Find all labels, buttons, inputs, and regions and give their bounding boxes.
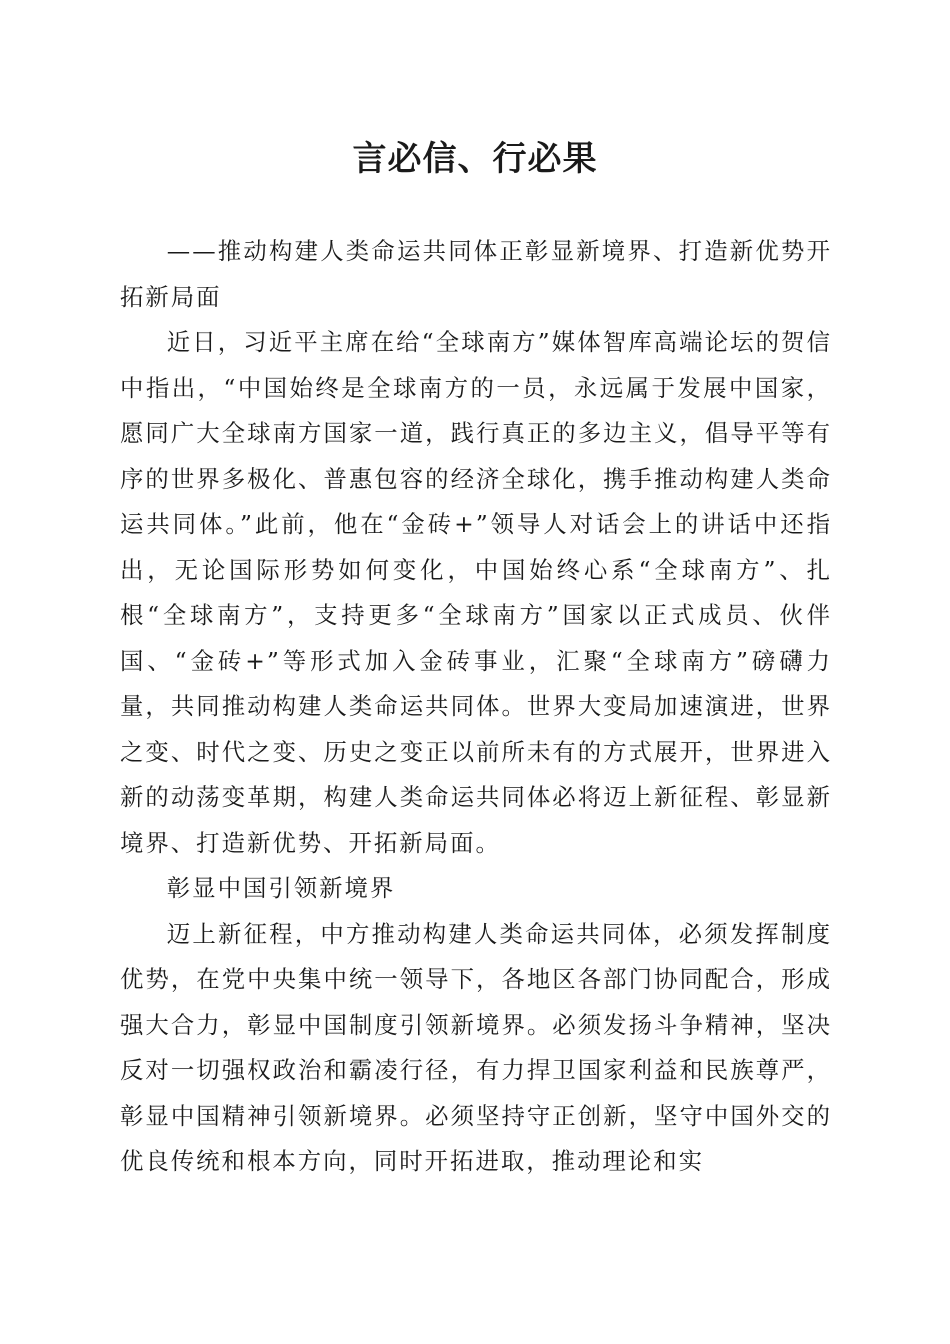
document-title: 言必信、行必果: [352, 139, 598, 179]
document-body: [120, 229, 832, 1185]
paragraph-section-1: 迈上新征程，中方推动构建人类命运共同体，必须发挥制度优势，在党中央集中统一领导下，各地区各部门协同配合，形成强大合力，彰显中国制度引领新境界。必须发扬斗争精神，坚决反对一切强权政治和霸凌行径，有力捍卫国家利益和民族尊严，彰显中国精神引领新境界。必须坚持守正创新，坚守中国外交的优良传统和根本方向，同时开拓进取，推动理论和实: [120, 919, 832, 1175]
paragraph-intro: 近日，习近平主席在给“全球南方”媒体智库高端论坛的贺信中指出，“中国始终是全球南方的一员，永远属于发展中国家，愿同广大全球南方国家一道，践行真正的多边主义，倡导平等有序的世界多极化、普惠包容的经济全球化，携手推动构建人类命运共同体。”此前，他在“金砖+”领导人对话会上的讲话中还指出，无论国际形势如何变化，中国始终心系“全球南方”、扎根“全球南方”，支持更多“全球南方”国家以正式成员、伙伴国、“金砖+”等形式加入金砖事业，汇聚“全球南方”磅礴力量，共同推动构建人类命运共同体。世界大变局加速演进，世界之变、时代之变、历史之变正以前所未有的方式展开，世界进入新的动荡变革期，构建人类命运共同体必将迈上新征程、彰显新境界、打造新优势、开拓新局面。: [120, 328, 832, 857]
section-heading: 彰显中国引领新境界: [166, 874, 396, 902]
subtitle: ——推动构建人类命运共同体正彰显新境界、打造新优势开拓新局面: [120, 237, 832, 311]
